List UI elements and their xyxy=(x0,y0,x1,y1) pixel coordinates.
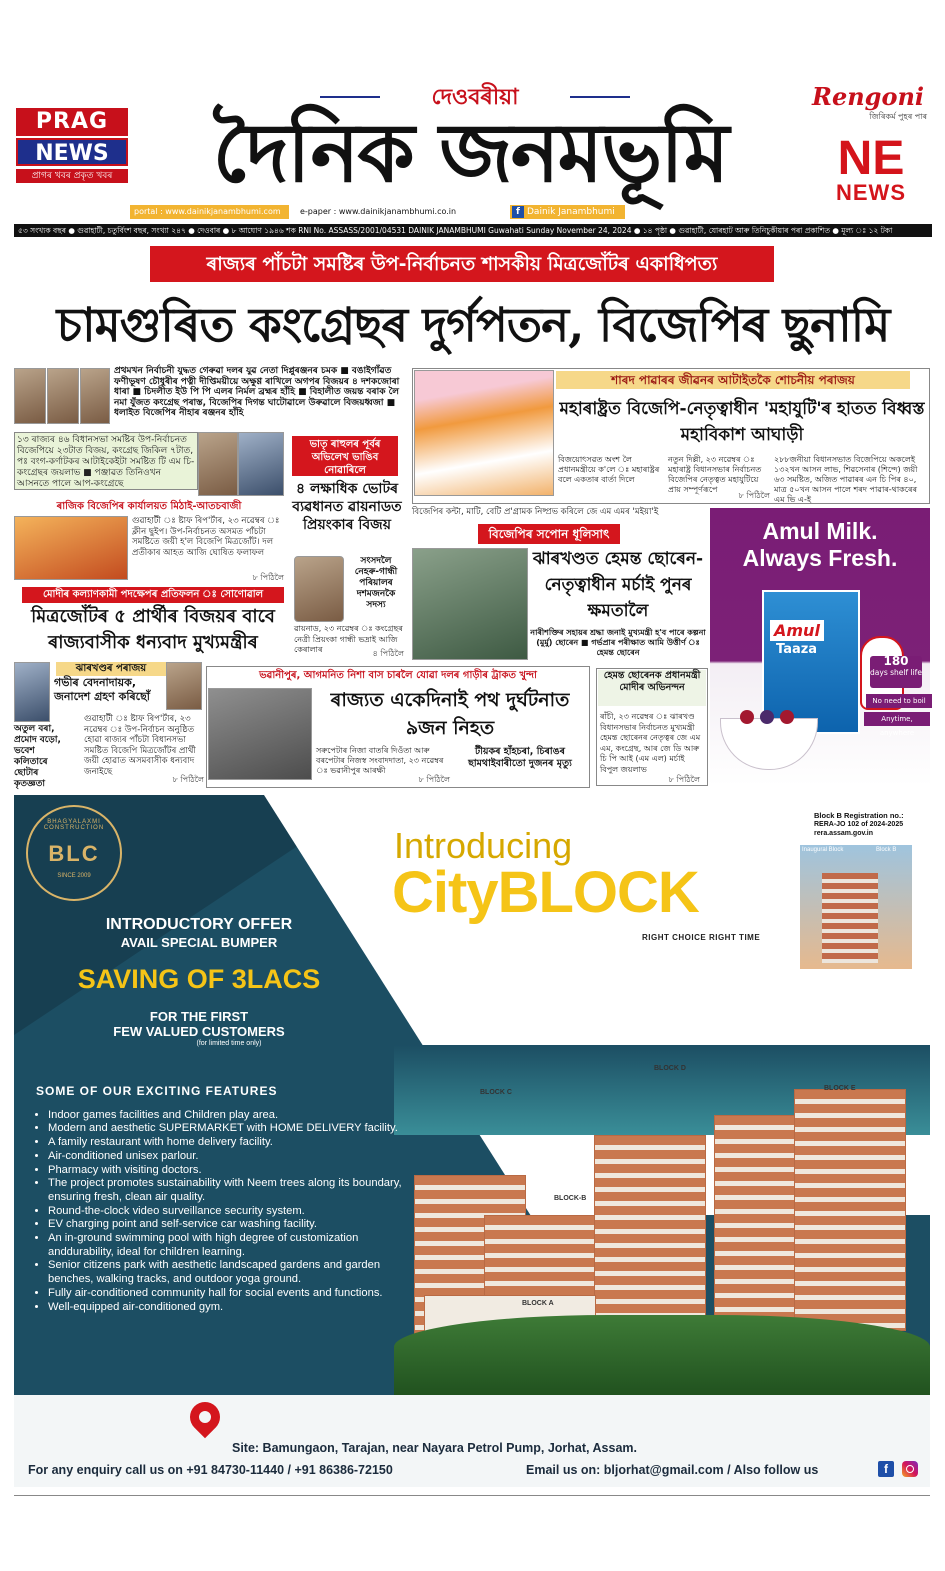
jharkhand-subhead: নাৰীশক্তিৰ সহায়ৰ শ্ৰদ্ধা জনাই মুখ্যমন্ত্ৰী হ'ব পাৰে কল্পনা (মুৰ্মু) ছোৰেন ■ গৰ্ভপ্ৰাৰ পৰীক্ষাত আমি উত্তীৰ্ণ ঃ হেমন্ত ছোৰেন xyxy=(530,628,706,657)
milk-pack xyxy=(762,590,860,734)
facebook-icon[interactable]: f xyxy=(878,1461,894,1477)
inaugural-block-photo xyxy=(798,843,914,971)
shelf-life-text: days shelf life xyxy=(870,668,922,677)
photo-hemant-soren xyxy=(412,548,528,660)
maharashtra-seat-tally: ২৮৮জনীয়া বিধানসভাত বিজেপিয়ে অকলেই ১৩২খন আসন লাভ, শিৱসেনাৰ (শিন্দে) জয়ী ৬৩ সমষ্টিত, অজিত পাৱাৰৰ এন চি পিৰ ৪০, মাত্ৰ ৫০খন আসন পালে শৰদ পাৱাৰ-থাকৰেৰ এম ভি এ-ই xyxy=(774,455,918,504)
dateline: ৫৩ সংখ্যক বছৰ ● গুৱাহাটী, চতুৰ্বিংশ বছৰ, সংখ্যা ২৪৭ ● দেওবাৰ ● ৮ আঘোণ ১৯৪৬ শক RNI No. ASSASS/2001/04531 DAINIK JANAMBHUMI Guwahati Sunday November 24, 2024 ● ১৪ পৃষ্ঠা ● গুৱাহাটী, যোৰহাট আৰু তিনিচুকীয়াৰ পৰা প্ৰকাশিত ● মূল্য ঃ ১২ টকা xyxy=(14,224,932,237)
national-bypoll-summary: ১৩ ৰাজ্যৰ ৪৬ বিধানসভা সমষ্টিৰ উপ-নিৰ্বাচনত বিজেপিয়ে ২৩টাত বিজয়, কংগ্ৰেছ জিকিল ৭টাত, পঃ বংগ-কৰ্ণাটকৰ আটাইকেইটা সমষ্টিত টি এম চি-কংগ্ৰেছৰ জয়লাভ ■ পঞ্জাৱত তিনিওখন আসনতে পালে আপ-কংগ্ৰেছে xyxy=(14,432,198,490)
offer-saving: SAVING OF 3LACS xyxy=(77,964,321,994)
shelf-life-days: 180 xyxy=(883,654,909,668)
logo-initials: BLC xyxy=(48,841,100,866)
berry-icon xyxy=(780,710,794,724)
priyanka-story: ৱায়নাড, ২৩ নৱেম্বৰ ঃ কংগ্ৰেছৰ নেত্ৰী প্ৰিয়ংকা গান্ধী ভদ্ৰাই আজি কেৰালাৰ xyxy=(294,624,403,654)
rera-line3: rera.assam.gov.in xyxy=(814,830,874,837)
photo-leader-man xyxy=(238,432,284,496)
photo-leader-woman xyxy=(198,432,238,496)
maharashtra-headline: মহাৰাষ্ট্ৰত বিজেপি-নেতৃত্বাধীন 'মহাযুটি'ৰ হাতত বিধ্বস্ত মহাবিকাশ আঘাড়ী xyxy=(559,399,925,445)
logo-since: SINCE 2009 xyxy=(57,873,91,879)
jmm-subline: বিজেপিৰ কন্টা, মাটি, বেটি প্ৰ'গ্ৰামক নিষ্প্ৰভ কৰিলে জে এম এমৰ 'মইয়া'ই xyxy=(412,507,659,517)
photo-minister xyxy=(166,662,202,710)
amul-advertisement[interactable] xyxy=(710,508,930,786)
jharkhand-tag: বিজেপিৰ সপোন ধূলিসাৎ xyxy=(478,524,620,544)
priyanka-headline: ৪ লক্ষাধিক ভোটৰ ব্যৱধানত ৱায়নাডত প্ৰিয়ংকাৰ বিজয় xyxy=(292,481,402,533)
modi-congrats-story: ৰাঁচী, ২৩ নৱেম্বৰ ঃ ঝাৰখণ্ড বিধানসভাৰ নিৰ্বাচনত মুখ্যমন্ত্ৰী হেমন্ত ছোৰেনৰ নেতৃত্বৰ জে এম এম, কংগ্ৰেছ, আৰ জে ডি আৰু চি পি আই (এম এল) মৰ্চাই বিপুল জয়লাভ xyxy=(600,712,701,774)
leaders-photo xyxy=(14,368,110,424)
bypoll-bullets: প্ৰথমখন নিৰ্বাচনী যুদ্ধত গেৰুৱা দলৰ যুৱ নেতা দিপ্লুৰঞ্জনৰ চমক ■ বঙাইগাঁৱত ফণীভূষণ চৌধুৰীৰ পত্নী দীপ্তিময়ীয়ে অক্ষুণ্ণ ৰাখিলে অগপৰ বিজয়ৰ ৪ দশকজোৰা ধাৰা ■ চিদলীত ইউ পি পি এলৰ নিৰ্মল ব্ৰহ্মৰ হাঁহি ■ বিহালীত জয়ন্ত বৰাক লৈ নমা যুঁজত কংগ্ৰেছ পৰাস্ত, বিজেপিৰ দিগন্ত ঘাটোৱালে উৰুৱালে বিজয়ধ্বজা ■ ধলাইত বিজেপিৰ নীহাৰ ৰঞ্জনৰ হাঁহি xyxy=(114,366,400,419)
berry-icon xyxy=(740,710,754,724)
block-label: BLOCK C xyxy=(480,1089,512,1096)
blc-logo xyxy=(26,805,122,901)
contact-email[interactable]: Email us on: bljorhat@gmail.com / Also follow us xyxy=(526,1463,819,1477)
feature-item: • Modern and aesthetic SUPERMARKET with HOME DELIVERY facility. xyxy=(48,1122,414,1136)
trees-landscape xyxy=(394,1315,930,1395)
jharkhand-headline: ঝাৰখণ্ডত হেমন্ত ছোৰেন-নেতৃত্বাধীন মৰ্চাই পুনৰ ক্ষমতালৈ xyxy=(532,549,704,621)
right-choice-tagline: RIGHT CHOICE RIGHT TIME xyxy=(642,933,761,942)
cm-thanks-headline: মিত্ৰজোঁটৰ ৫ প্ৰাৰ্থীৰ বিজয়ৰ বাবে ৰাজ্যবাসীক ধন্যবাদ মুখ্যমন্ত্ৰীৰ xyxy=(31,606,275,653)
rengoni-tv-logo xyxy=(812,82,927,124)
footer-rule xyxy=(14,1495,930,1496)
no-boil-badge: No need to boil xyxy=(866,694,932,708)
enquiry-phone[interactable]: For any enquiry call us on +91 84730-11440 / +91 86386-72150 xyxy=(28,1463,393,1477)
feature-item: • An in-ground swimming pool with high degree of customization anddurability, ideal for children learning. xyxy=(48,1232,414,1259)
maharashtra-story: নতুন দিল্লী, ২৩ নৱেম্বৰ ঃ মহাৰাষ্ট্ৰ বিধানসভাৰ নিৰ্বাচনত বিজেপিৰ নেতৃত্বত মহাযুটিয়ে প্ৰায় সম্পূৰ্ণৰূপে xyxy=(668,455,762,494)
cityblock-advertisement[interactable] xyxy=(14,795,930,1487)
inaugural-label: Inaugural Block xyxy=(802,847,844,853)
facebook-link[interactable] xyxy=(510,205,625,219)
feature-item: • Senior citizens park with aesthetic landscaped gardens and garden benches, walking tracks, and outdoor yoga ground. xyxy=(48,1259,414,1286)
top-banner: ৰাজ্যৰ পাঁচটা সমষ্টিৰ উপ-নিৰ্বাচনত শাসকীয় মিত্ৰজোঁটৰ একাধিপত্য xyxy=(150,246,774,282)
block-label: BLOCK D xyxy=(654,1065,686,1072)
offer-limited: (for limited time only) xyxy=(196,1040,262,1047)
amul-product: Taaza xyxy=(776,642,818,657)
rengoni-text: Rengoni xyxy=(812,82,925,111)
modi-quote: বিজয়োৎসৱত অংশ লৈ প্ৰধানমন্ত্ৰীয়ে ক'লে ঃ মহাৰাষ্ট্ৰৰ বলে একতাৰ বাৰ্তা দিলে xyxy=(558,455,660,484)
building-block xyxy=(794,1089,906,1331)
rengoni-slogan: জিৰিকৰ্ম পুহৰ পাৰ xyxy=(869,112,927,121)
block-label: BLOCK A xyxy=(522,1300,554,1307)
defeat-headline: গভীৰ বেদনাদায়ক, জনাদেশ গ্ৰহণ কৰিছোঁ xyxy=(54,676,150,703)
anytime-badge: Anytime, anywhere xyxy=(864,712,930,726)
amul-brand: Amul xyxy=(770,620,824,641)
photo-cm xyxy=(14,662,50,722)
rera-line2: RERA-JO 102 of 2024-2025 xyxy=(814,821,904,828)
sharad-pawar-tag: শাৰদ পাৱাৰৰ জীৱনৰ আটাইতকৈ শোচনীয় পৰাজয় xyxy=(556,371,910,389)
photo-modi-celebration xyxy=(414,370,554,496)
priyanka-subhead: সংসদলৈ নেহৰু-গান্ধী পৰিয়ালৰ দশমজনকৈ সদস্য xyxy=(354,556,398,610)
offer-title: INTRODUCTORY OFFER xyxy=(105,916,293,933)
logo-company-name: BHAGYALAXMI CONSTRUCTION xyxy=(43,819,105,831)
feature-item: • A family restaurant with home delivery facility. xyxy=(48,1136,414,1150)
accident-continued[interactable]: ৮ পিঠিলৈ xyxy=(418,775,450,784)
feature-item: • Round-the-clock video surveillance security system. xyxy=(48,1205,414,1219)
ne-text: NE xyxy=(837,132,905,185)
wayanad-tag: ভাতৃ ৰাহুলৰ পূৰ্বৰ অভিলেখ ভাঙিব নোৱাৰিলে xyxy=(292,436,398,476)
berry-icon xyxy=(760,710,774,724)
rera-info xyxy=(814,811,924,838)
photo-priyanka xyxy=(294,556,344,622)
block-label: BLOCK-B xyxy=(554,1195,587,1202)
ne-news-logo xyxy=(826,132,916,205)
bjp-celebration-tag: ৰাজিক বিজেপিৰ কাৰ্যালয়ত মিঠাই-আতচবাজী xyxy=(56,501,242,512)
rera-line1: Block B Registration no.: xyxy=(814,811,904,820)
jharkhand-defeat-tag: ঝাৰখণ্ডৰ পৰাজয় xyxy=(56,662,166,676)
offer-customers: FEW VALUED CUSTOMERS xyxy=(113,1024,285,1039)
masthead xyxy=(0,0,945,240)
links-bar xyxy=(130,205,630,219)
introductory-offer xyxy=(44,915,354,1048)
cityblock-name: CityBLOCK xyxy=(392,860,699,925)
project-tagline: JORHAT'S FIRST EVER LIFESTYLE PROJECT WITH INNOVATIVE DESIGN & LIFETIME CARE SERVICES. xyxy=(471,985,779,1027)
introducing-text: Introducing xyxy=(394,825,573,866)
priyanka-continued[interactable]: ৪ পিঠিলৈ xyxy=(372,649,404,658)
feature-item: • Fully air-conditioned community hall for social events and functions. xyxy=(48,1287,414,1301)
features-list xyxy=(34,1085,414,1314)
photo-candidate-3 xyxy=(80,368,110,424)
cm-thanks-story: গুৱাহাটী ঃ ষ্টাফ ৰিপ'ৰ্টাৰ, ২৩ নৱেম্বৰ ঃ উপ-নিৰ্বাচন অনুষ্ঠিত হোৱা ৰাজ্যৰ পাঁচটা বিধানসভা সমষ্টিত বিজেপি মিত্ৰজোঁটৰ প্ৰাৰ্থী জয়ী হোৱাত অসমবাসীক ধন্যবাদ জনাইছে xyxy=(84,714,196,777)
block-b-label: Block B xyxy=(876,847,897,853)
modi-congrats-continued[interactable]: ৮ পিঠিলৈ xyxy=(668,775,700,784)
ne-news-text: NEWS xyxy=(836,180,906,205)
feature-item: • Indoor games facilities and Children play area. xyxy=(48,1109,414,1123)
cereal-bowl xyxy=(720,718,818,770)
newspaper-title: দৈনিক জনমভূমি xyxy=(212,105,728,201)
photo-accident xyxy=(208,688,312,780)
shelf-life-badge xyxy=(870,656,922,688)
features-bullets xyxy=(34,1109,414,1315)
facebook-label: Dainik Janambhumi xyxy=(527,207,615,217)
celebration-continued[interactable]: ৮ পিঠিলৈ xyxy=(252,573,284,582)
celebration-photo xyxy=(14,516,128,580)
epaper-link[interactable]: e-paper : www.dainikjanambhumi.co.in xyxy=(300,207,457,216)
sonowal-tag: মোদীৰ কল্যাণকামী পদক্ষেপৰ প্ৰতিফলন ঃ সোণোৱাল xyxy=(22,587,284,603)
prag-news-logo xyxy=(16,108,128,186)
cm-story-continued[interactable]: ৮ পিঠিলৈ xyxy=(172,775,204,784)
offer-for-first: FOR THE FIRST xyxy=(149,1009,249,1024)
gratitude-note: অতুল বৰা, প্ৰমোদ বড়ো, ভবেশ কলিতাৰে ছোটাৰ কৃতজ্ঞতা xyxy=(14,724,61,789)
prag-news-text: NEWS xyxy=(16,138,128,166)
photo-candidate-1 xyxy=(14,368,46,424)
feature-item: • EV charging point and self-service car washing facility. xyxy=(48,1218,414,1232)
tower-render xyxy=(822,873,878,963)
portal-link[interactable]: portal : www.dainikjanambhumi.com xyxy=(130,205,289,219)
amul-slogan-line2: Always Fresh. xyxy=(742,545,898,571)
facebook-icon: f xyxy=(512,206,524,218)
amul-slogan xyxy=(710,518,930,572)
prag-text: PRAG xyxy=(16,108,128,136)
accident-subhead: টীয়কৰ হাঁহচৰা, চিৰাঙৰ ছামথাইবাৰীতো দুজনৰ মৃত্যু xyxy=(468,746,572,769)
amul-slogan-line1: Amul Milk. xyxy=(762,518,878,544)
feature-item: • Air-conditioned unisex parlour. xyxy=(48,1150,414,1164)
feature-item: • The project promotes sustainability with Neem trees along its boundary, ensuring fresh, clean air quality. xyxy=(48,1177,414,1204)
maharashtra-continued[interactable]: ৮ পিঠিলৈ xyxy=(738,491,770,500)
feature-item: • Pharmacy with visiting doctors. xyxy=(48,1164,414,1178)
features-title: SOME OF OUR EXCITING FEATURES xyxy=(36,1084,278,1098)
offer-subtitle: AVAIL SPECIAL BUMPER xyxy=(120,935,278,950)
site-address: Site: Bamungaon, Tarajan, near Nayara Petrol Pump, Jorhat, Assam. xyxy=(232,1441,637,1455)
accident-story: সৰুপেটাৰ নিজা বাতৰি দিওঁতা আৰু বৰপেটাৰ নিজস্ব সংবাদদাতা, ২৩ নৱেম্বৰ ঃ ভৱানীপুৰ আৰক্ষী xyxy=(316,746,444,775)
lead-headline: চামগুৰিত কংগ্ৰেছৰ দুৰ্গপতন, বিজেপিৰ ছুনামি xyxy=(56,298,890,353)
photo-candidate-2 xyxy=(47,368,79,424)
edition-label: দেওবৰীয়া xyxy=(431,85,519,110)
block-label: BLOCK E xyxy=(824,1085,856,1092)
modi-congrats-headline: হেমন্ত ছোৰেনক প্ৰধানমন্ত্ৰী মোদীৰ অভিনন্দন xyxy=(598,670,706,706)
celebration-story: গুৱাহাটী ঃ ষ্টাফ ৰিপ'ৰ্টাৰ, ২৩ নৱেম্বৰ ঃ ক্লীন ছুইপ। উপ-নিৰ্বাচনত অসমত পাঁচটা সমষ্টিতে জয়ী হ'ল বিজেপি মিত্ৰজোঁট। দল প্ৰতীকাৰ আহত আজি ঘোষিত ফলাফল xyxy=(132,516,280,558)
accident-headline: ৰাজ্যত একেদিনাই পথ দুৰ্ঘটনাত ৯জন নিহত xyxy=(330,689,570,739)
instagram-icon[interactable] xyxy=(902,1461,918,1477)
accident-tag: ভৱানীপুৰ, আগমনিত নিশা বাস চাৰলৈ যোৱা দলৰ গাড়ীৰ ট্ৰাকত খুন্দা xyxy=(208,668,588,684)
feature-item: • Well-equipped air-conditioned gym. xyxy=(48,1301,414,1315)
prag-slogan: প্ৰাগৰ খবৰ প্ৰকৃত খবৰ xyxy=(16,169,128,183)
